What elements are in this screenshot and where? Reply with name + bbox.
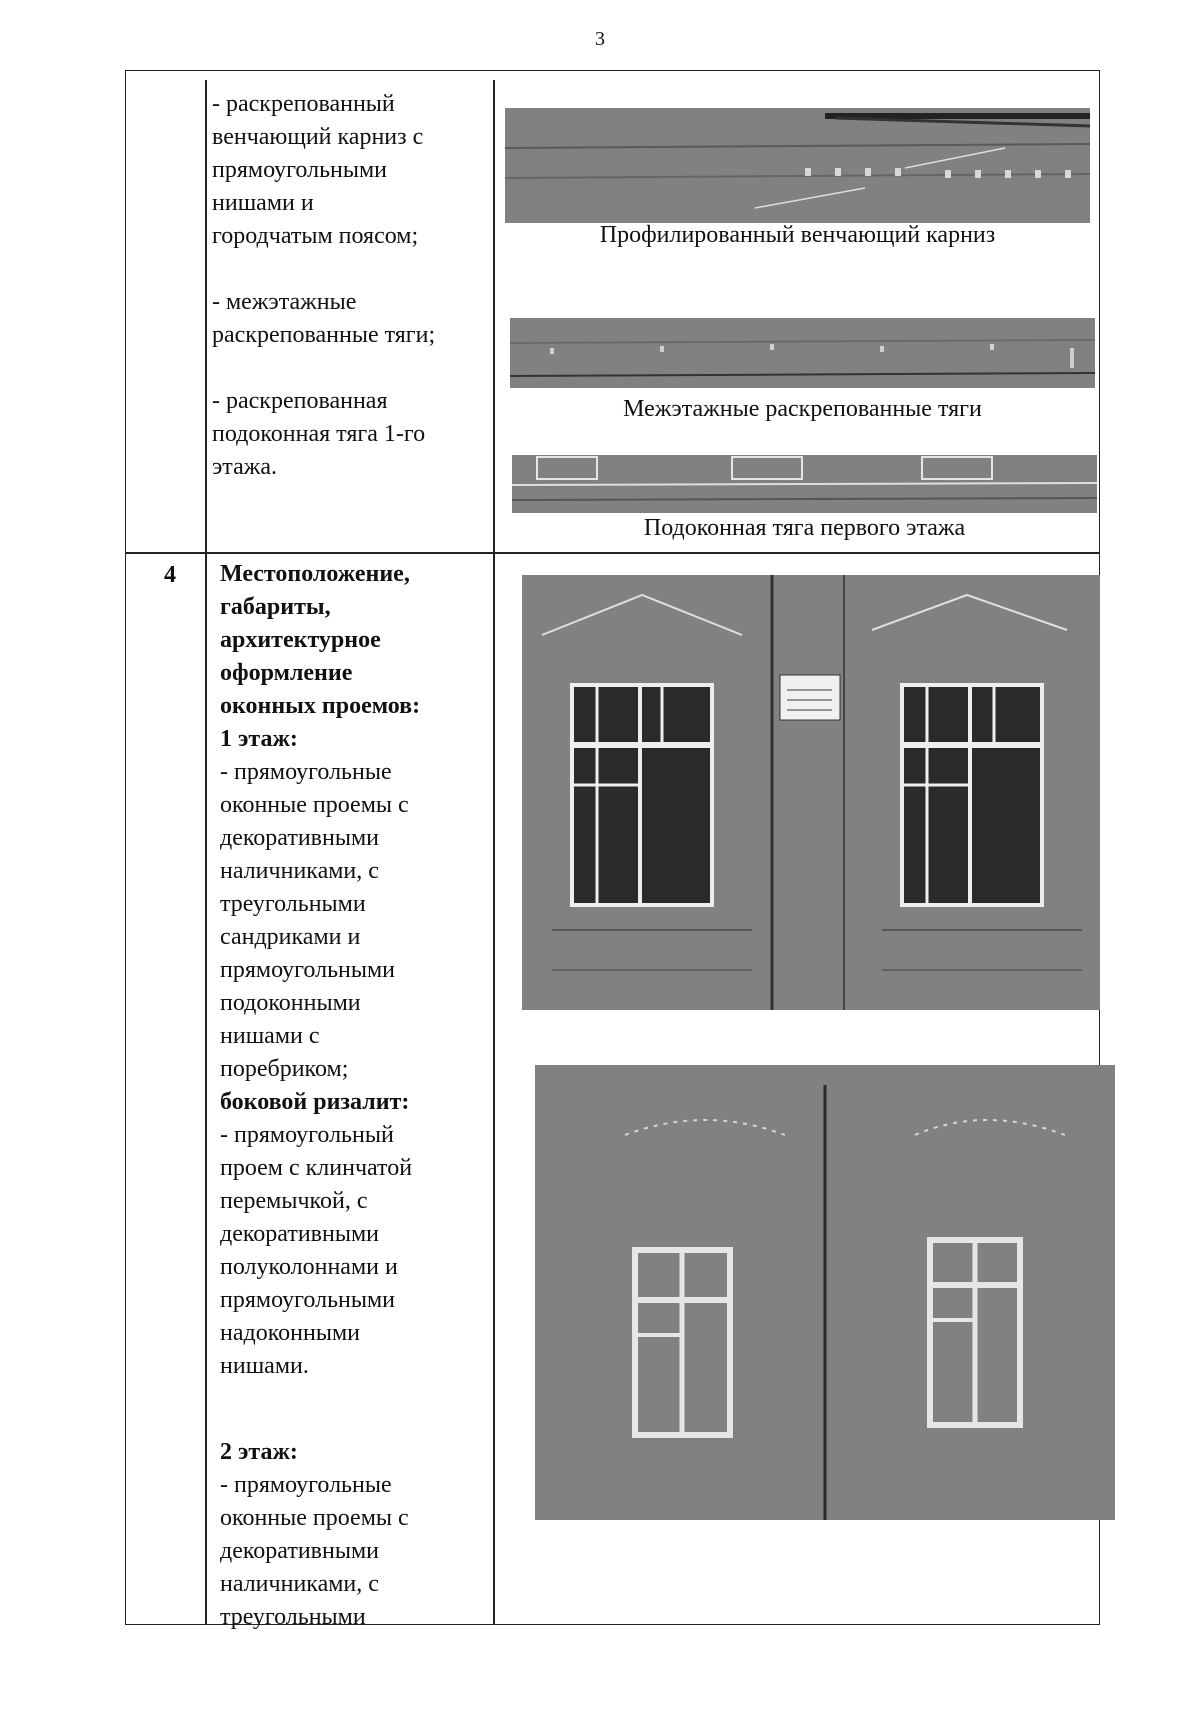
heading-line: габариты, (220, 594, 331, 620)
text-line: сандриками и (220, 924, 361, 950)
text-line: этажа. (212, 454, 277, 480)
interfloor-caption: Межэтажные раскрепованные тяги (623, 396, 982, 422)
text-line: перемычкой, с (220, 1188, 368, 1214)
risalit-heading: боковой ризалит: (220, 1089, 410, 1115)
text-line: наличниками, с (220, 1571, 379, 1597)
interfloor-cornices-photo (510, 318, 1095, 388)
text-line: декоративными (220, 1221, 379, 1247)
row3-description (212, 88, 492, 484)
text-line: треугольными (220, 891, 366, 917)
text-line: проем с клинчатой (220, 1155, 413, 1181)
heading-line: оформление (220, 660, 353, 686)
text-line: полуколоннами и (220, 1254, 398, 1280)
column-divider-2 (493, 80, 495, 1625)
heading-line: Местоположение, (220, 561, 410, 587)
text-line: - прямоугольный (220, 1122, 394, 1148)
text-line: треугольными (220, 1604, 366, 1630)
text-line: прямоугольными (220, 1287, 396, 1313)
text-line: - прямоугольные (220, 1472, 392, 1498)
cornice-caption: Профилированный венчающий карниз (599, 222, 996, 248)
text-line: - раскрепованный (212, 91, 395, 117)
text-line: - раскрепованная (212, 388, 388, 414)
row4-description (220, 558, 490, 1634)
text-line: подоконными (220, 990, 361, 1016)
text-line: декоративными (220, 825, 379, 851)
text-line: подоконная тяга 1-го (212, 421, 426, 447)
row-number: 4 (164, 562, 176, 588)
floor1-heading: 1 этаж: (220, 726, 298, 752)
text-line: оконные проемы с (220, 1505, 409, 1531)
side-risalit-windows-photo (535, 1065, 1115, 1520)
text-line: - межэтажные (212, 289, 357, 315)
sill-cornice-photo (512, 455, 1097, 513)
text-line: городчатым поясом; (212, 223, 419, 249)
text-line: прямоугольными (220, 957, 396, 983)
text-line: нишами. (220, 1353, 309, 1379)
sill-caption: Подоконная тяга первого этажа (643, 515, 966, 541)
text-line: оконные проемы с (220, 792, 409, 818)
cornice-photo (505, 108, 1090, 223)
heading-line: оконных проемов: (220, 693, 421, 719)
text-line: поребриком; (220, 1056, 349, 1082)
text-line: нишами и (212, 190, 314, 216)
row-divider (125, 552, 1100, 554)
text-line: прямоугольными (212, 157, 388, 183)
column-divider-1 (205, 80, 207, 1625)
text-line: декоративными (220, 1538, 379, 1564)
heading-line: архитектурное (220, 627, 381, 653)
page-number: 3 (595, 28, 605, 50)
floor2-heading: 2 этаж: (220, 1439, 298, 1465)
text-line: раскрепованные тяги; (212, 322, 436, 348)
text-line: нишами с (220, 1023, 320, 1049)
text-line: надоконными (220, 1320, 360, 1346)
text-line: - прямоугольные (220, 759, 392, 785)
first-floor-windows-photo (522, 575, 1100, 1010)
text-line: наличниками, с (220, 858, 379, 884)
text-line: венчающий карниз с (212, 124, 424, 150)
